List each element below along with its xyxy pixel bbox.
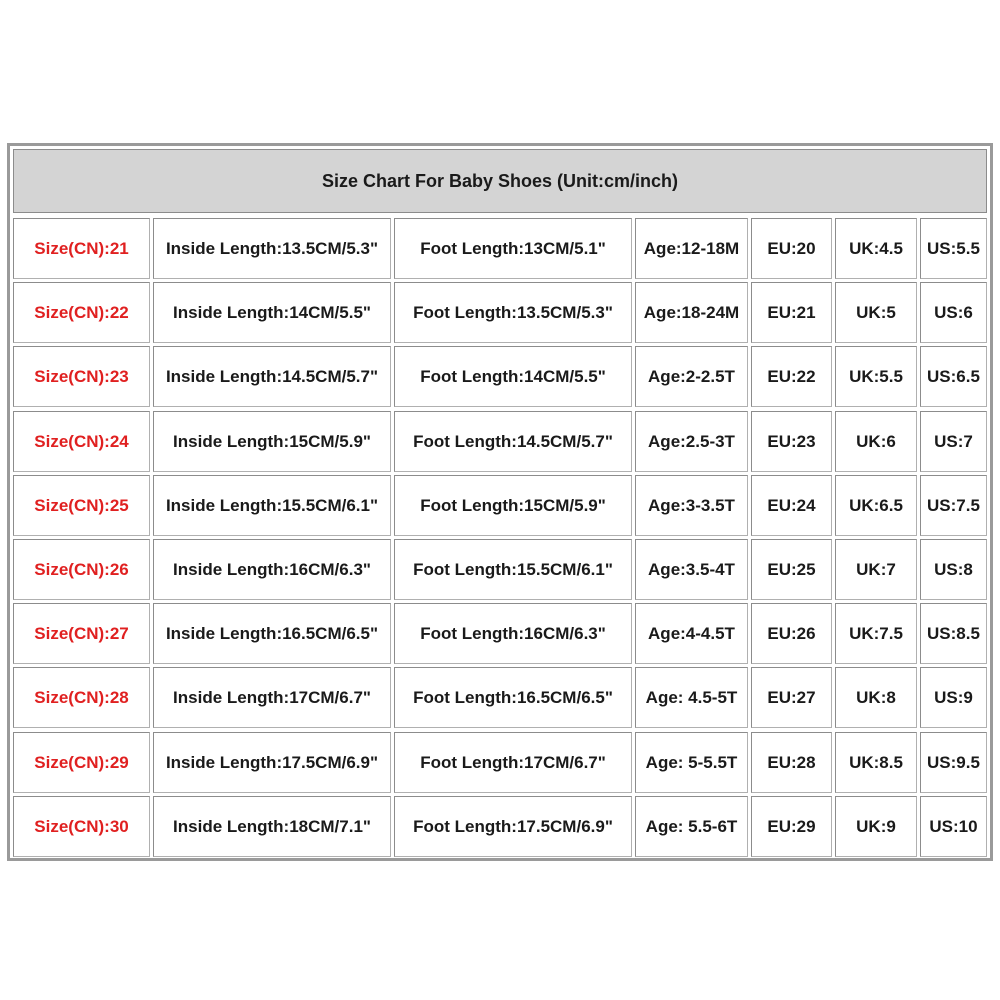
size-cell: Size(CN):21 [13, 218, 150, 279]
uk-size-cell: UK:5.5 [835, 346, 917, 407]
age-cell: Age:4-4.5T [635, 603, 748, 664]
inside-length-cell: Inside Length:14CM/5.5" [153, 282, 391, 343]
us-size-cell: US:7.5 [920, 475, 987, 536]
inside-length-cell: Inside Length:17CM/6.7" [153, 667, 391, 728]
eu-size-cell: EU:23 [751, 411, 832, 472]
eu-size-cell: EU:25 [751, 539, 832, 600]
eu-size-cell: EU:27 [751, 667, 832, 728]
uk-size-cell: UK:7.5 [835, 603, 917, 664]
us-size-cell: US:9 [920, 667, 987, 728]
age-cell: Age:12-18M [635, 218, 748, 279]
us-size-cell: US:9.5 [920, 732, 987, 793]
size-cell: Size(CN):28 [13, 667, 150, 728]
age-cell: Age: 4.5-5T [635, 667, 748, 728]
eu-size-cell: EU:26 [751, 603, 832, 664]
age-cell: Age:2-2.5T [635, 346, 748, 407]
foot-length-cell: Foot Length:15.5CM/6.1" [394, 539, 632, 600]
eu-size-cell: EU:24 [751, 475, 832, 536]
inside-length-cell: Inside Length:17.5CM/6.9" [153, 732, 391, 793]
size-chart-title: Size Chart For Baby Shoes (Unit:cm/inch) [13, 149, 987, 213]
us-size-cell: US:8 [920, 539, 987, 600]
us-size-cell: US:6.5 [920, 346, 987, 407]
uk-size-cell: UK:4.5 [835, 218, 917, 279]
eu-size-cell: EU:21 [751, 282, 832, 343]
eu-size-cell: EU:28 [751, 732, 832, 793]
foot-length-cell: Foot Length:16CM/6.3" [394, 603, 632, 664]
age-cell: Age: 5-5.5T [635, 732, 748, 793]
inside-length-cell: Inside Length:13.5CM/5.3" [153, 218, 391, 279]
foot-length-cell: Foot Length:13.5CM/5.3" [394, 282, 632, 343]
size-chart-table [7, 143, 993, 861]
inside-length-cell: Inside Length:16.5CM/6.5" [153, 603, 391, 664]
uk-size-cell: UK:5 [835, 282, 917, 343]
size-cell: Size(CN):22 [13, 282, 150, 343]
eu-size-cell: EU:20 [751, 218, 832, 279]
us-size-cell: US:10 [920, 796, 987, 857]
us-size-cell: US:5.5 [920, 218, 987, 279]
age-cell: Age:18-24M [635, 282, 748, 343]
inside-length-cell: Inside Length:18CM/7.1" [153, 796, 391, 857]
us-size-cell: US:7 [920, 411, 987, 472]
uk-size-cell: UK:8 [835, 667, 917, 728]
size-cell: Size(CN):24 [13, 411, 150, 472]
uk-size-cell: UK:7 [835, 539, 917, 600]
foot-length-cell: Foot Length:13CM/5.1" [394, 218, 632, 279]
foot-length-cell: Foot Length:16.5CM/6.5" [394, 667, 632, 728]
us-size-cell: US:6 [920, 282, 987, 343]
inside-length-cell: Inside Length:16CM/6.3" [153, 539, 391, 600]
size-cell: Size(CN):25 [13, 475, 150, 536]
size-cell: Size(CN):29 [13, 732, 150, 793]
size-cell: Size(CN):30 [13, 796, 150, 857]
inside-length-cell: Inside Length:15CM/5.9" [153, 411, 391, 472]
age-cell: Age:3.5-4T [635, 539, 748, 600]
foot-length-cell: Foot Length:17.5CM/6.9" [394, 796, 632, 857]
age-cell: Age:2.5-3T [635, 411, 748, 472]
uk-size-cell: UK:6.5 [835, 475, 917, 536]
uk-size-cell: UK:8.5 [835, 732, 917, 793]
age-cell: Age: 5.5-6T [635, 796, 748, 857]
age-cell: Age:3-3.5T [635, 475, 748, 536]
uk-size-cell: UK:9 [835, 796, 917, 857]
uk-size-cell: UK:6 [835, 411, 917, 472]
inside-length-cell: Inside Length:15.5CM/6.1" [153, 475, 391, 536]
foot-length-cell: Foot Length:14.5CM/5.7" [394, 411, 632, 472]
inside-length-cell: Inside Length:14.5CM/5.7" [153, 346, 391, 407]
foot-length-cell: Foot Length:17CM/6.7" [394, 732, 632, 793]
size-cell: Size(CN):23 [13, 346, 150, 407]
eu-size-cell: EU:22 [751, 346, 832, 407]
size-cell: Size(CN):27 [13, 603, 150, 664]
eu-size-cell: EU:29 [751, 796, 832, 857]
size-cell: Size(CN):26 [13, 539, 150, 600]
foot-length-cell: Foot Length:14CM/5.5" [394, 346, 632, 407]
us-size-cell: US:8.5 [920, 603, 987, 664]
foot-length-cell: Foot Length:15CM/5.9" [394, 475, 632, 536]
